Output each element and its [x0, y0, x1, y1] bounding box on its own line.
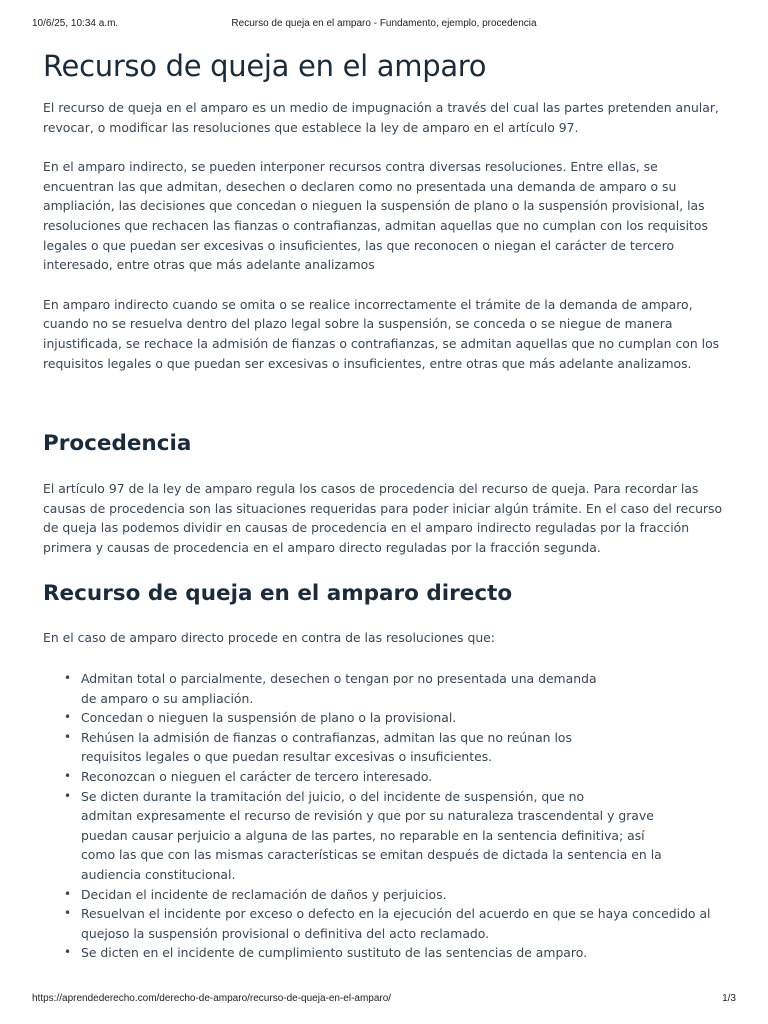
list-item: [64, 708, 728, 728]
list-item-text: Reconozcan o nieguen el carácter de tercero interesado.: [81, 769, 433, 785]
list-item-text: como las que con las mismas características se emitan después de dictada la sentencia en la: [81, 847, 662, 863]
list-item-text: puedan causar perjuicio a alguna de las partes, no reparable en la sentencia definitiva; así: [81, 827, 645, 843]
list-item-text: requisitos legales o que puedan resultar excesivas o insuficientes.: [81, 749, 493, 765]
list-item-text: admitan expresamente el recurso de revisión y que por su naturaleza trascendental y grave: [81, 808, 654, 824]
amparo-indirecto-omision-paragraph: En amparo indirecto cuando se omita o se realice incorrectamente el trámite de la demanda de amparo, cuando no se resuelva dentro del plazo legal sobre la suspensión, se conceda o se niegue de manera injustificada, se rechace la admisión de fianzas o contrafianzas, se admitan aquellas que no cumplan con los requisitos legales o que puedan ser excesivas o insuficientes, entre otras que más adelante analizamos.: [43, 296, 720, 371]
list-item: [64, 728, 728, 767]
print-page-title: Recurso de queja en el amparo - Fundamento, ejemplo, procedencia: [231, 18, 537, 29]
list-item-text: Admitan total o parcialmente, desechen o tengan por no presentada una demanda: [81, 671, 597, 687]
print-header: [32, 18, 736, 32]
list-item-text: audiencia constitucional.: [81, 867, 236, 883]
list-item-text: de amparo o su ampliación.: [81, 690, 254, 706]
bullet-icon: •: [64, 945, 72, 960]
list-item: [64, 669, 728, 708]
list-item-text: quejoso la suspensión provisional o definitiva del acto reclamado.: [81, 925, 490, 941]
bullet-icon: •: [64, 788, 72, 803]
page-number: 1/3: [722, 993, 736, 1004]
list-item: [64, 787, 728, 885]
amparo-indirecto-paragraph: En el amparo indirecto, se pueden interponer recursos contra diversas resoluciones. Entre ellas, se encuentran las que admitan, desechen o declaren como no presentada una demanda de amparo o su ampliación, las decisiones que concedan o nieguen la suspensión de plano o la suspensión provisional, las resoluciones que rechacen las fianzas o contrafianzas, admitan aquellas que no cumplan con los requisitos legales o que puedan ser excesivas o insuficientes, las que reconocen o niegan el carácter de tercero interesado, entre otras que más adelante analizamos: [43, 159, 708, 273]
list-item-text: Rehúsen la admisión de fianzas o contrafianzas, admitan las que no reúnan los: [81, 729, 572, 745]
list-item: [64, 767, 728, 787]
amparo-directo-intro: En el caso de amparo directo procede en contra de las resoluciones que:: [43, 629, 495, 645]
list-item-text: Resuelvan el incidente por exceso o defecto en la ejecución del acuerdo en que se haya concedido al: [81, 906, 711, 922]
list-item-text: Decidan el incidente de reclamación de daños y perjuicios.: [81, 886, 447, 902]
print-footer: [32, 993, 736, 1007]
list-item: [64, 943, 728, 963]
procedencia-paragraph: El artículo 97 de la ley de amparo regula los casos de procedencia del recurso de queja. Para recordar las causas de procedencia son las situaciones requeridas para poder iniciar algún trámite. En el caso del recurso de queja las podemos dividir en causas de procedencia en el amparo indirecto reguladas por la fracción primera y causas de procedencia en el amparo directo reguladas por la fracción segunda.: [43, 481, 723, 555]
list-item-text: Se dicten en el incidente de cumplimiento sustituto de las sentencias de amparo.: [81, 945, 588, 961]
print-url: https://aprendederecho.com/derecho-de-amparo/recurso-de-queja-en-el-amparo/: [32, 993, 392, 1004]
bullet-icon: •: [64, 886, 72, 901]
bullet-icon: •: [64, 906, 72, 921]
print-date: 10/6/25, 10:34 a.m.: [32, 18, 119, 29]
article-title: Recurso de queja en el amparo: [43, 49, 487, 83]
intro-paragraph: El recurso de queja en el amparo es un medio de impugnación a través del cual las partes pretenden anular, revocar, o modificar las resoluciones que establece la ley de amparo en el artículo 97.: [43, 100, 719, 135]
bullet-icon: •: [64, 710, 72, 725]
resoluciones-list: [43, 669, 728, 963]
amparo-directo-heading: Recurso de queja en el amparo directo: [43, 580, 513, 606]
bullet-icon: •: [64, 769, 72, 784]
list-item-text: Concedan o nieguen la suspensión de plano o la provisional.: [81, 710, 457, 726]
bullet-icon: •: [64, 671, 72, 686]
list-item-text: Se dicten durante la tramitación del juicio, o del incidente de suspensión, que no: [81, 788, 585, 804]
bullet-icon: •: [64, 729, 72, 744]
article: [43, 46, 728, 963]
list-item: [64, 904, 728, 943]
procedencia-heading: Procedencia: [43, 431, 192, 457]
list-item: [64, 885, 728, 905]
